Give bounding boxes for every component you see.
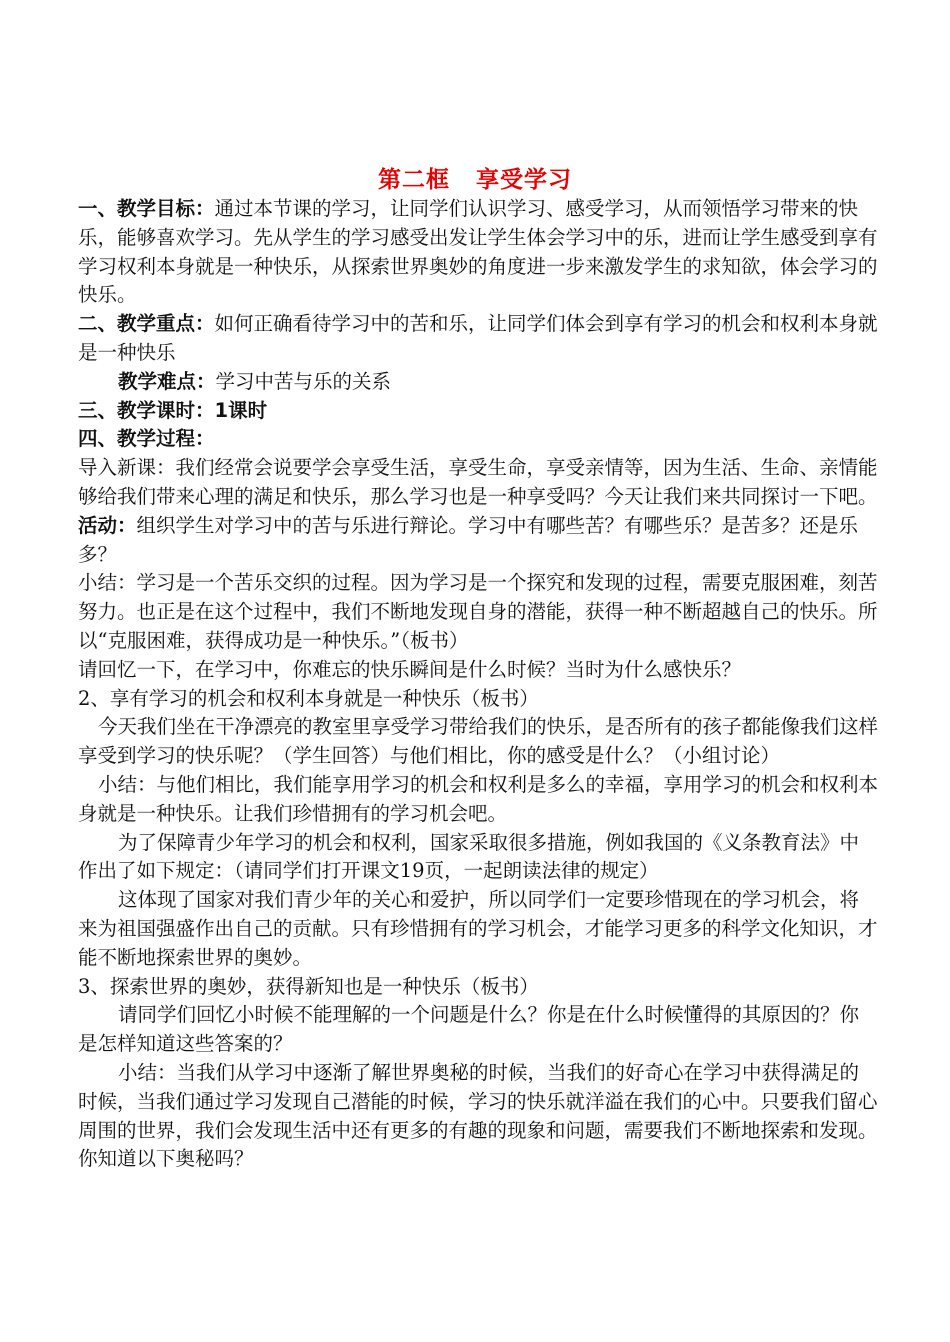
activity-text: 组织学生对学习中的苦与乐进行辩论。学习中有哪些苦？有哪些乐？是苦多？还是乐多？ [78,513,859,566]
point-2-heading: 2、享有学习的机会和权利本身就是一种快乐（板书） [78,686,539,710]
document-body [78,195,878,1174]
difficulty-text: 学习中苦与乐的关系 [215,369,392,393]
key-label: 二、教学重点： [78,312,215,336]
question-1-paragraph: 请回忆一下，在学习中，你难忘的快乐瞬间是什么时候？当时为什么感快乐？ [78,657,742,681]
intro-paragraph: 导入新课：我们经常会说要学会享受生活，享受生命，享受亲情等，因为生活、生命、亲情能够给我们带来心理的满足和快乐，那么学习也是一种享受吗？今天让我们来共同探讨一下吧。 [78,456,878,508]
point-3-heading: 3、探索世界的奥妙，获得新知也是一种快乐（板书） [78,974,539,998]
difficulty-label: 教学难点： [118,369,216,393]
today-paragraph: 今天我们坐在干净漂亮的教室里享受学习带给我们的快乐，是否所有的孩子都能像我们这样享受到学习的快乐呢？（学生回答）与他们相比，你的感受是什么？（小组讨论） [78,715,879,768]
care-paragraph: 这体现了国家对我们青少年的关心和爱护，所以同学们一定要珍惜现在的学习机会，将来为祖国强盛作出自己的贡献。只有珍惜拥有的学习机会，才能学习更多的科学文化知识，才能不断地探索世界的奥妙。 [78,888,878,969]
process-heading: 四、教学过程： [78,427,215,451]
difficulty-paragraph [78,368,878,397]
activity-label: 活动： [78,513,137,537]
key-text: 如何正确看待学习中的苦和乐，让同学们体会到享有学习的机会和权利本身就是一种快乐 [78,312,878,364]
summary-1-paragraph: 小结：学习是一个苦乐交织的过程。因为学习是一个探究和发现的过程，需要克服困难，刻苦努力。也正是在这个过程中，我们不断地发现自身的潜能，获得一种不断超越自己的快乐。所以“克服困难，获得成功是一种快乐。”（板书） [78,571,878,652]
key-paragraph [78,310,878,368]
hours-heading: 三、教学课时：1课时 [78,398,268,422]
law-paragraph: 为了保障青少年学习的机会和权利，国家采取很多措施，例如我国的《义条教育法》中作出了如下规定：（请同学们打开课文19页，一起朗读法律的规定） [78,830,860,883]
summary-3-paragraph: 小结：当我们从学习中逐渐了解世界奥秘的时候，当我们的好奇心在学习中获得满足的时候，当我们通过学习发现自己潜能的时候，学习的快乐就洋溢在我们的心中。只要我们留心周围的世界，我们会发现生活中还有更多的有趣的现象和问题，需要我们不断地探索和发现。你知道以下奥秘吗？ [78,1060,878,1171]
summary-2-paragraph: 小结：与他们相比，我们能享用学习的机会和权利是多么的幸福，享用学习的机会和权利本身就是一种快乐。让我们珍惜拥有的学习机会吧。 [78,772,879,825]
goal-label: 一、教学目标： [78,197,215,220]
title-part-1: 第二框 [378,167,450,193]
recall-paragraph: 请同学们回忆小时候不能理解的一个问题是什么？你是在什么时候懂得的其原因的？你是怎样知道这些答案的？ [78,1003,860,1056]
activity-paragraph [78,512,878,570]
goal-text: 通过本节课的学习，让同学们认识学习、感受学习，从而领悟学习带来的快乐，能够喜欢学习。先从学生的学习感受出发让学生体会学习中的乐，进而让学生感受到享有学习权利本身就是一种快乐，从探索世界奥妙的角度进一步来激发学生的求知欲，体会学习的快乐。 [78,197,878,307]
goal-paragraph [78,195,878,310]
page-title [0,161,950,194]
title-part-2: 享受学习 [476,167,572,193]
